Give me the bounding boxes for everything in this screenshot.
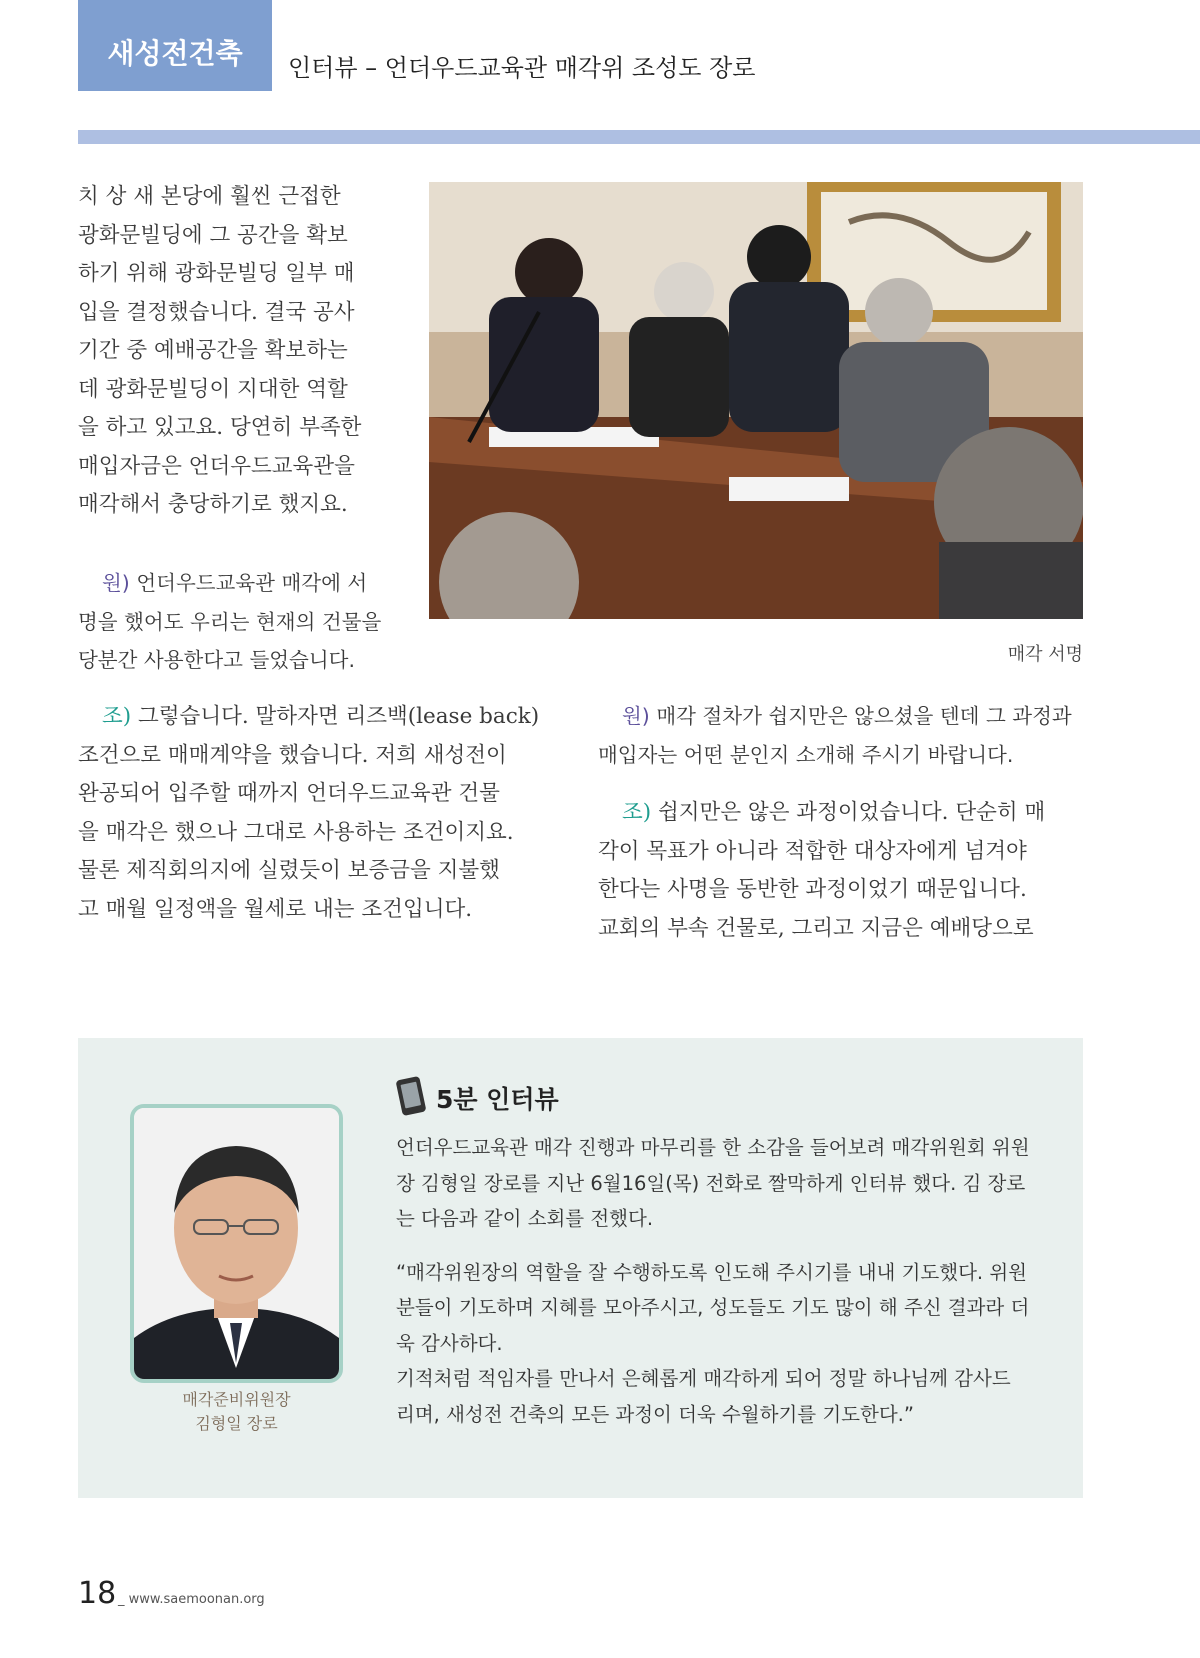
left-column-top	[78, 178, 388, 525]
text-line: 는 다음과 같이 소회를 전했다.	[396, 1207, 654, 1230]
text-line: 언더우드교육관 매각에 서	[136, 571, 368, 595]
speaker-marker-won: 원)	[622, 704, 650, 728]
question-won-1	[78, 564, 388, 680]
text-line: “매각위원장의 역할을 잘 수행하도록 인도해 주시기를 내내 기도했다. 위원	[396, 1260, 1027, 1284]
text-line: 쉽지만은 않은 과정이었습니다. 단순히 매	[658, 800, 1046, 825]
mobile-phone-icon	[396, 1076, 426, 1120]
text-line: 을 매각은 했으나 그대로 사용하는 조건이지요.	[78, 819, 514, 845]
question-won-2	[598, 697, 1084, 774]
box-title-row	[396, 1076, 559, 1120]
page-number: 18	[78, 1576, 117, 1611]
portrait-caption-role: 매각준비위원장	[182, 1390, 291, 1409]
page-title: 인터뷰 – 언더우드교육관 매각위 조성도 장로	[288, 54, 756, 82]
photo-caption: 매각 서명	[1007, 644, 1083, 665]
text-line: 그렇습니다. 말하자면 리즈백(lease back)	[138, 704, 540, 729]
speaker-marker-jo: 조)	[622, 800, 652, 825]
portrait-caption	[130, 1388, 343, 1436]
box-body	[396, 1130, 1036, 1432]
text-line: 조건으로 매매계약을 했습니다. 저희 새성전이	[78, 742, 507, 768]
text-line: 하기 위해 광화문빌딩 일부 매	[78, 261, 355, 286]
text-line: 물론 제직회의지에 실렸듯이 보증금을 지불했	[78, 858, 500, 883]
text-line: 데 광화문빌딩이 지대한 역할	[78, 376, 348, 402]
portrait-photo	[130, 1104, 343, 1383]
answer-jo-2	[598, 794, 1084, 948]
text-line: 장 김형일 장로를 지난 6월16일(목) 전화로 짤막하게 인터뷰 했다. 김 장로	[396, 1171, 1026, 1195]
box-title: 5분 인터뷰	[436, 1085, 559, 1114]
text-line: 분들이 기도하며 지혜를 모아주시고, 성도들도 기도 많이 해 주신 결과라 더	[396, 1296, 1030, 1319]
answer-jo-1	[78, 698, 562, 929]
interview-box	[78, 1038, 1083, 1498]
text-line: 광화문빌딩에 그 공간을 확보	[78, 222, 348, 248]
text-line: 교회의 부속 건물로, 그리고 지금은 예배당으로	[598, 915, 1034, 941]
text-line: 한다는 사명을 동반한 과정이었기 때문입니다.	[598, 877, 1027, 902]
text-line: 언더우드교육관 매각 진행과 마무리를 한 소감을 들어보려 매각위원회 위원	[396, 1136, 1030, 1159]
text-line: 기적처럼 적임자를 만나서 은혜롭게 매각하게 되어 정말 하나님께 감사드	[396, 1367, 1011, 1390]
header-rule	[78, 130, 1200, 144]
section-tag: 새성전건축	[78, 0, 272, 91]
text-line: 명을 했어도 우리는 현재의 건물을	[78, 609, 382, 634]
text-line: 기간 중 예배공간을 확보하는	[78, 338, 348, 363]
text-line: 당분간 사용한다고 들었습니다.	[78, 648, 355, 672]
speaker-marker-won: 원)	[102, 571, 130, 595]
text-line: 매각 절차가 쉽지만은 않으셨을 텐데 그 과정과	[656, 704, 1072, 728]
text-line: 치 상 새 본당에 훨씬 근접한	[78, 184, 341, 209]
text-line: 매입자금은 언더우드교육관을	[78, 453, 355, 479]
text-line: 을 하고 있고요. 당연히 부족한	[78, 415, 362, 440]
portrait-caption-name: 김형일 장로	[195, 1414, 278, 1433]
text-line: 입을 결정했습니다. 결국 공사	[78, 299, 355, 325]
text-line: 각이 목표가 아니라 적합한 대상자에게 넘겨야	[598, 838, 1027, 864]
text-line: 완공되어 입주할 때까지 언더우드교육관 건물	[78, 781, 500, 806]
footer-url[interactable]: _ www.saemoonan.org	[118, 1592, 265, 1607]
text-line: 리며, 새성전 건축의 모든 과정이 더욱 수월하기를 기도한다.”	[396, 1402, 914, 1426]
text-line: 욱 감사하다.	[396, 1331, 503, 1355]
text-line: 매입자는 어떤 분인지 소개해 주시기 바랍니다.	[598, 742, 1014, 767]
signing-photo	[429, 182, 1083, 619]
text-line: 고 매월 일정액을 월세로 내는 조건입니다.	[78, 896, 473, 922]
speaker-marker-jo: 조)	[102, 704, 132, 729]
text-line: 매각해서 충당하기로 했지요.	[78, 492, 348, 517]
